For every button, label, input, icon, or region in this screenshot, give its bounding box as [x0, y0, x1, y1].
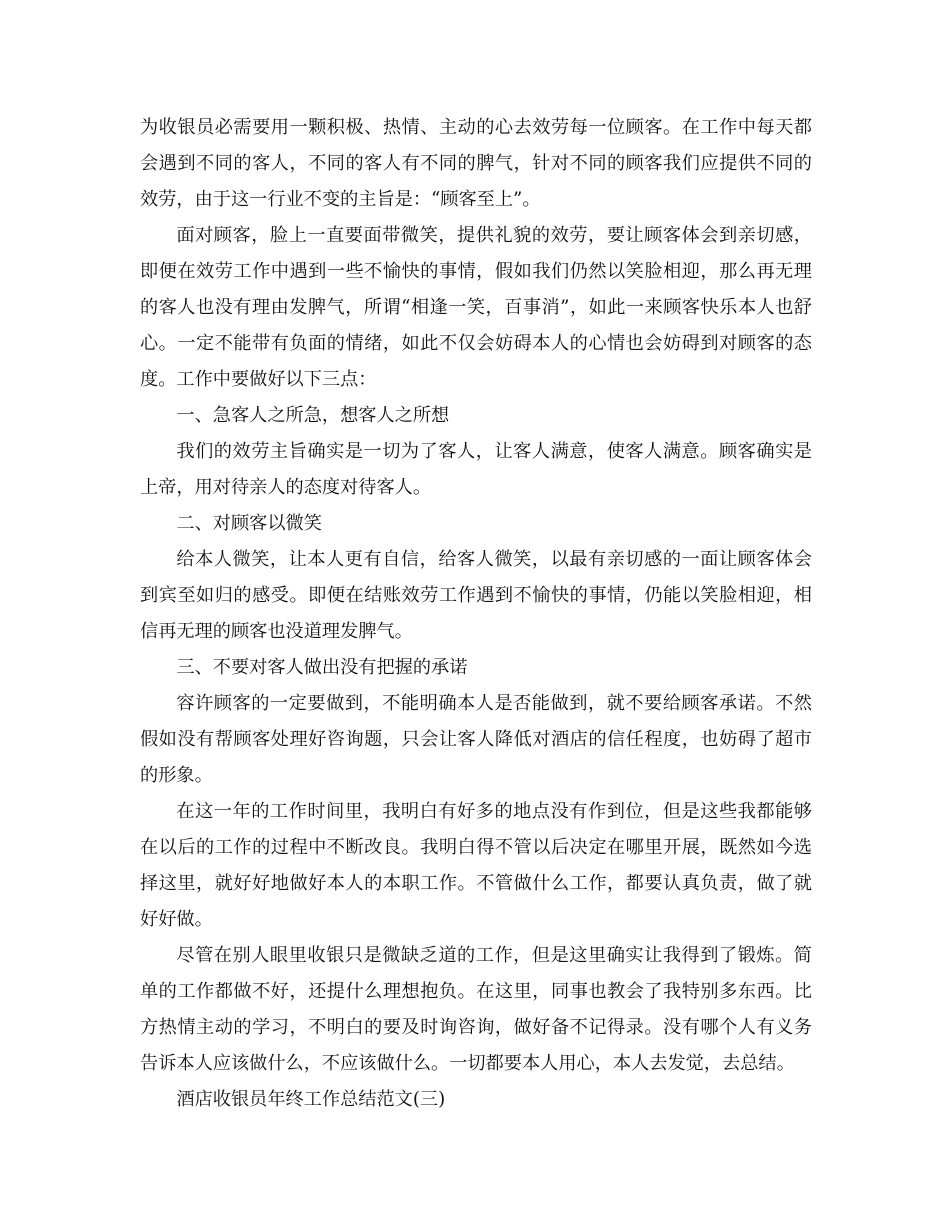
document-body: [140, 110, 812, 1118]
section-heading: 二、对顾客以微笑: [176, 513, 322, 534]
section-heading: 一、急客人之所急，想客人之所想: [176, 405, 450, 426]
paragraph: 面对顾客，脸上一直要面带微笑，提供礼貌的效劳，要让顾客体会到亲切感，即便在效劳工作中遇到一些不愉快的事情，假如我们仍然以笑脸相迎，那么再无理的客人也没有理由发脾气，所谓“相逢一笑，百事消”，如此一来顾客快乐本人也舒心。一定不能带有负面的情绪，如此不仅会妨碍本人的心情也会妨碍到对顾客的态度。工作中要做好以下三点：: [140, 225, 812, 390]
paragraph: 我们的效劳主旨确实是一切为了客人，让客人满意，使客人满意。顾客确实是上帝，用对待亲人的态度对待客人。: [140, 441, 812, 498]
paragraph: 为收银员必需要用一颗积极、热情、主动的心去效劳每一位顾客。在工作中每天都会遇到不同的客人，不同的客人有不同的脾气，针对不同的顾客我们应提供不同的效劳，由于这一行业不变的主旨是：“顾客至上”。: [140, 117, 812, 210]
section-heading: 三、不要对客人做出没有把握的承诺: [176, 657, 468, 678]
document-subtitle: 酒店收银员年终工作总结范文(三): [176, 1089, 446, 1110]
paragraph: 尽管在别人眼里收银只是微缺乏道的工作，但是这里确实让我得到了锻炼。简单的工作都做不好，还提什么理想抱负。在这里，同事也教会了我特别多东西。比方热情主动的学习，不明白的要及时询咨询，做好备不记得录。没有哪个人有义务告诉本人应该做什么，不应该做什么。一切都要本人用心，本人去发觉，去总结。: [140, 945, 812, 1074]
paragraph: 给本人微笑，让本人更有自信，给客人微笑，以最有亲切感的一面让顾客体会到宾至如归的感受。即便在结账效劳工作遇到不愉快的事情，仍能以笑脸相迎，相信再无理的顾客也没道理发脾气。: [140, 549, 812, 642]
paragraph: 容许顾客的一定要做到，不能明确本人是否能做到，就不要给顾客承诺。不然假如没有帮顾客处理好咨询题，只会让客人降低对酒店的信任程度，也妨碍了超市的形象。: [140, 693, 812, 786]
paragraph: 在这一年的工作时间里，我明白有好多的地点没有作到位，但是这些我都能够在以后的工作的过程中不断改良。我明白得不管以后决定在哪里开展，既然如今选择这里，就好好地做好本人的本职工作。不管做什么工作，都要认真负责，做了就好好做。: [140, 801, 812, 930]
